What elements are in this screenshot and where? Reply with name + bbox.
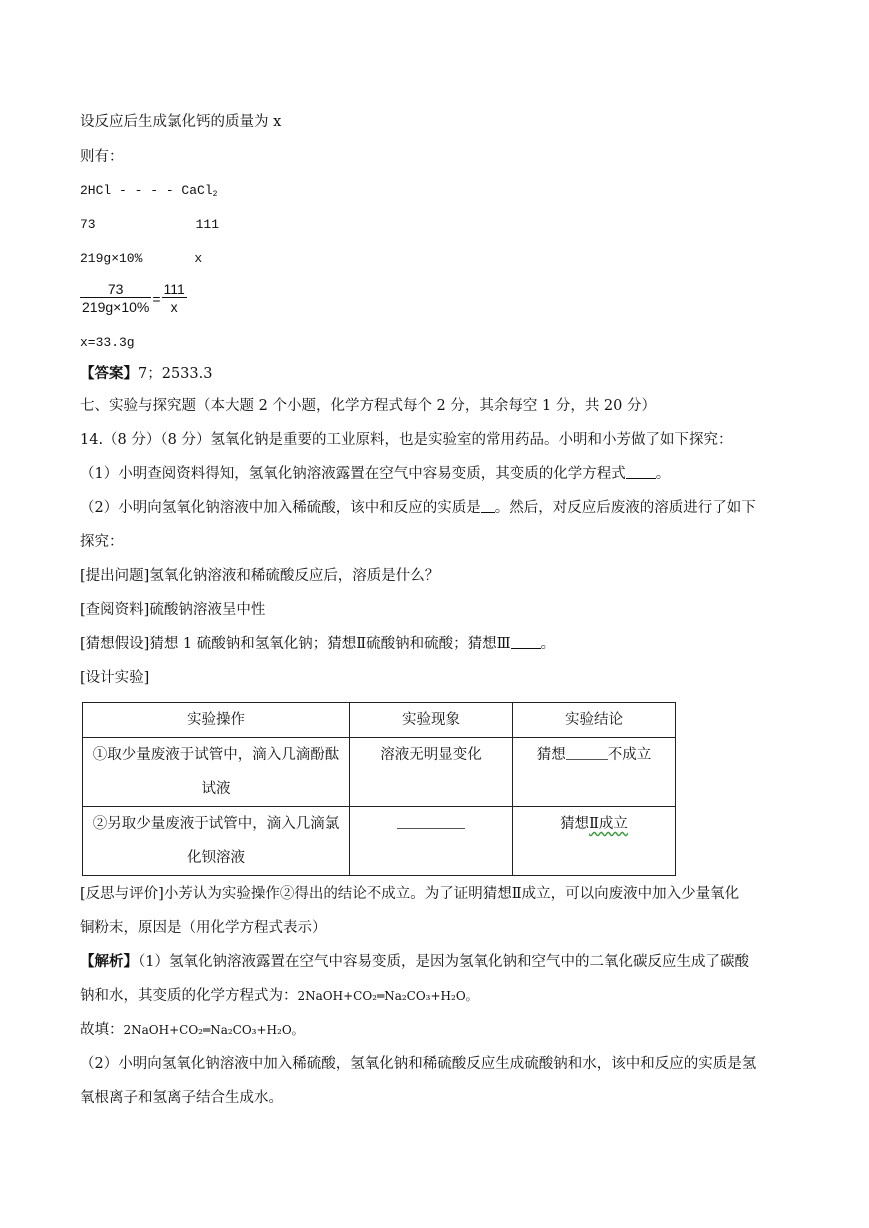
reflection-line1: [反思与评价]小芳认为实验操作②得出的结论不成立。为了证明猜想Ⅱ成立，可以向废液中加入少量氧化 xyxy=(80,886,740,902)
given-mass-line: 219g×10% x xyxy=(80,251,203,266)
table-header-row xyxy=(83,703,676,738)
table-row xyxy=(83,738,676,807)
analysis-line2: 钠和水，其变质的化学方程式为：2NaOH+CO₂═Na₂CO₃+H₂O。 xyxy=(80,988,478,1004)
section-title: 七、实验与探究题（本大题 2 个小题，化学方程式每个 2 分，其余每空 1 分，共 20 分） xyxy=(80,398,656,414)
answer-line: 【答案】7；2533.3 xyxy=(80,365,213,382)
row1-operation: ①取少量废液于试管中，滴入几滴酚酞 试液 xyxy=(83,738,350,807)
mass-ratio-line: 73 111 xyxy=(80,217,220,232)
header-phenomenon: 实验现象 xyxy=(350,703,513,738)
header-operation: 实验操作 xyxy=(83,703,350,738)
question-14: 14.（8 分）（8 分）氢氧化钠是重要的工业原料，也是实验室的常用药品。小明和小芳做了如下探究： xyxy=(80,432,733,448)
analysis-line1: 【解析】（1）氢氧化钠溶液露置在空气中容易变质，是因为氢氧化钠和空气中的二氧化碳反应生成了碳酸 xyxy=(80,953,749,970)
raise-question: [提出问题]氢氧化钠溶液和稀硫酸反应后，溶质是什么？ xyxy=(80,568,440,584)
table-row xyxy=(83,807,676,876)
experiment-table xyxy=(82,702,676,876)
equation-line: 2HCl - - - - CaCl$_2$ xyxy=(80,183,218,199)
solution-intro: 设反应后生成氯化钙的质量为 x xyxy=(80,114,282,130)
proportion-equation: $\frac{73}{219g\times 10\%}$ = $\frac{111}{x}$ xyxy=(82,281,185,315)
then-line: 则有： xyxy=(80,149,124,165)
analysis-part2-line2: 氧根离子和氢离子结合生成水。 xyxy=(80,1090,283,1106)
row1-conclusion: 猜想 不成立 xyxy=(513,738,676,807)
hypothesis-line: [猜想假设]猜想 1 硫酸钠和氢氧化钠；猜想Ⅱ硫酸钠和硫酸；猜想Ⅲ 。 xyxy=(80,636,556,652)
question-14-part2: （2）小明向氢氧化钠溶液中加入稀硫酸，该中和反应的实质是 。然后，对反应后废液的溶质进行了如下 xyxy=(80,500,756,516)
fill-answer: 故填：2NaOH+CO₂═Na₂CO₃+H₂O。 xyxy=(80,1022,304,1038)
row2-operation: ②另取少量废液于试管中，滴入几滴氯 化钡溶液 xyxy=(83,807,350,876)
header-conclusion: 实验结论 xyxy=(513,703,676,738)
x-result: x=33.3g xyxy=(80,335,135,350)
reflection-line2: 铜粉末，原因是（用化学方程式表示） xyxy=(80,920,327,936)
row2-conclusion: 猜想Ⅱ成立 xyxy=(513,807,676,876)
design-experiment: [设计实验] xyxy=(80,670,150,686)
question-14-part1: （1）小明查阅资料得知，氢氧化钠溶液露置在空气中容易变质，其变质的化学方程式 。 xyxy=(80,466,671,482)
question-14-part2-cont: 探究： xyxy=(80,534,124,550)
row2-phenomenon xyxy=(350,807,513,876)
analysis-part2-line1: （2）小明向氢氧化钠溶液中加入稀硫酸，氢氧化钠和稀硫酸反应生成硫酸钠和水，该中和反应的实质是氢 xyxy=(80,1056,757,1072)
consult-info: [查阅资料]硫酸钠溶液呈中性 xyxy=(80,602,266,618)
row1-phenomenon: 溶液无明显变化 xyxy=(350,738,513,807)
